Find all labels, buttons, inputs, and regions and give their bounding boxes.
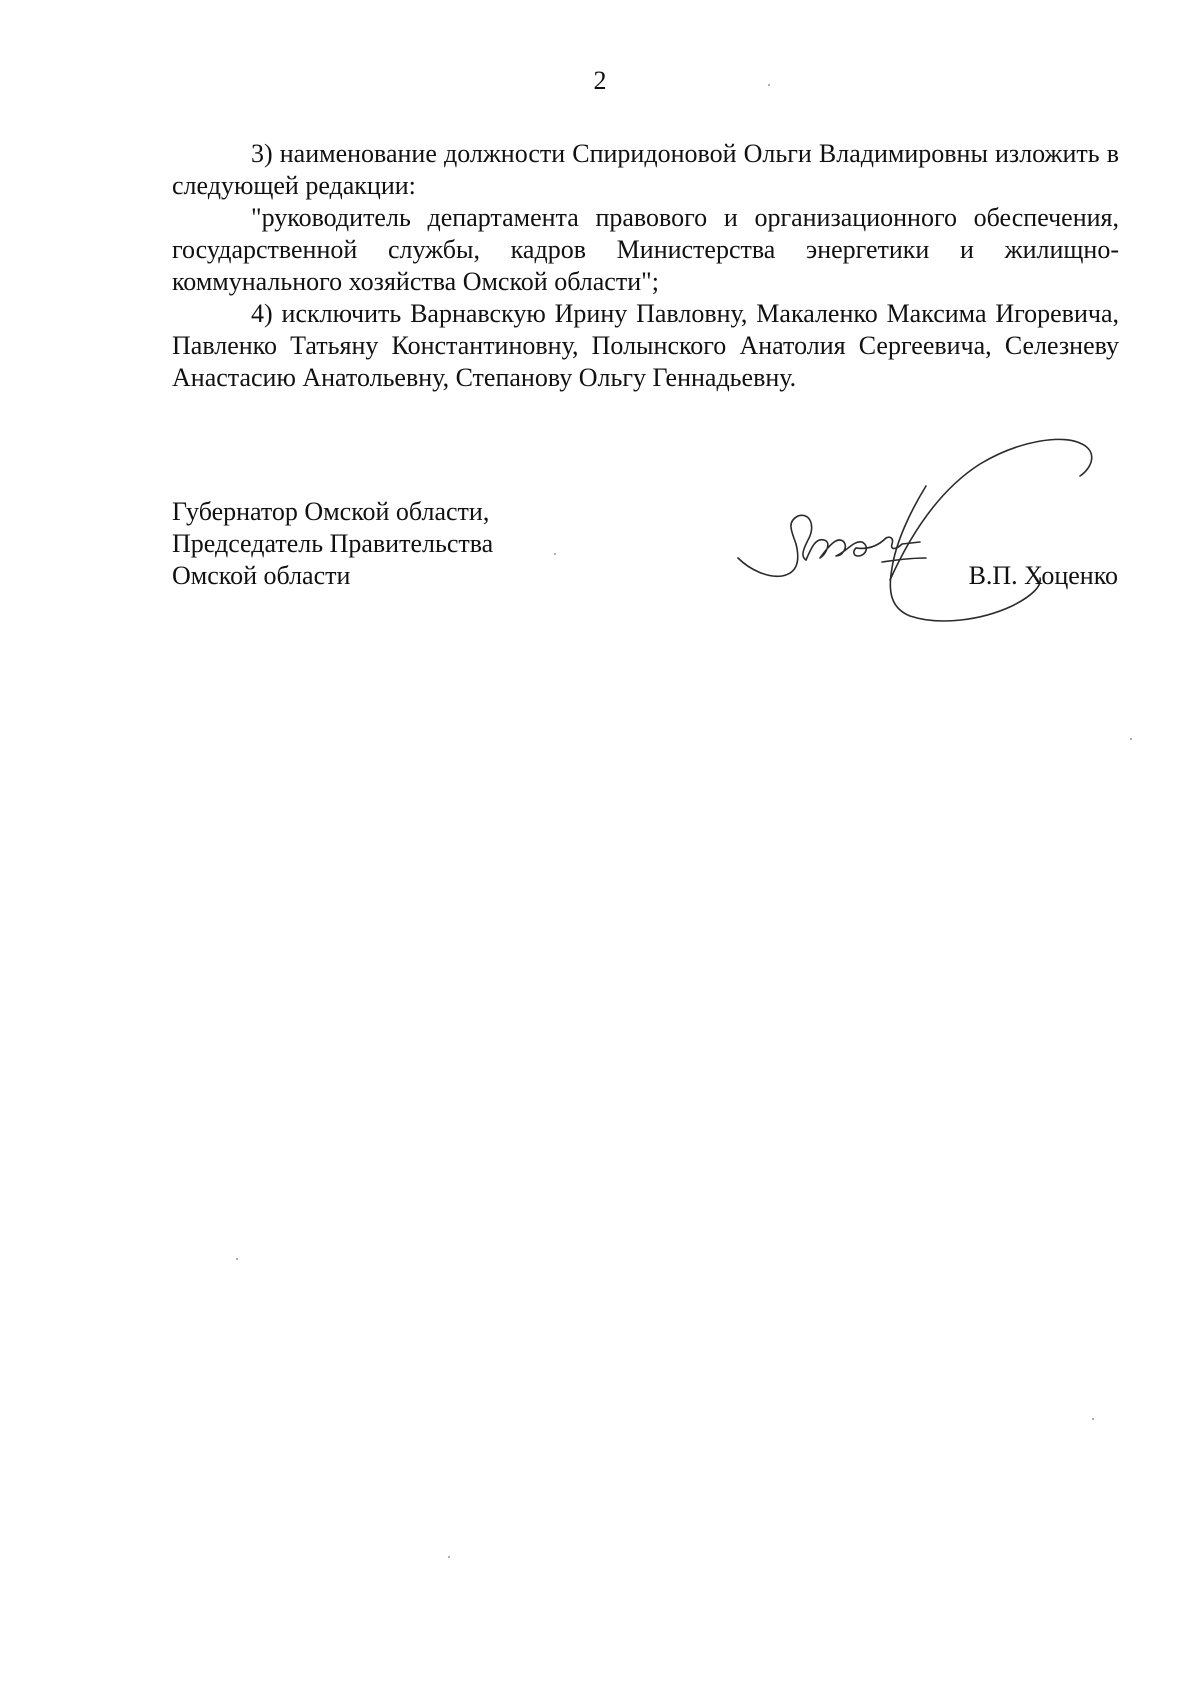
signer-position-line: Омской области bbox=[172, 561, 351, 590]
signer-position-line: Губернатор Омской области, bbox=[172, 497, 490, 526]
signer-position bbox=[172, 496, 493, 592]
signer-position-line: Председатель Правительства bbox=[172, 529, 494, 558]
document-body bbox=[172, 138, 1119, 394]
paragraph-item-3: 3) наименование должности Спиридоновой Ольги Владимировны изложить в следующей редакции: bbox=[172, 139, 1119, 200]
scan-speck bbox=[768, 84, 770, 86]
scan-speck bbox=[1092, 1418, 1094, 1420]
handwritten-signature bbox=[720, 440, 1120, 660]
scan-speck bbox=[448, 1556, 450, 1558]
page-number: 2 bbox=[593, 66, 607, 95]
paragraph-item-4: 4) исключить Варнавскую Ирину Павловну, Макаленко Максима Игоревича, Павленко Татьяну Константиновну, Полынского Анатолия Сергеевича, Селезневу Анастасию Анатольевну, Степанову Ольгу Геннадьевну. bbox=[172, 299, 1119, 392]
scan-speck bbox=[236, 1258, 238, 1260]
paragraph-quoted-title: "руководитель департамента правового и организационного обеспечения, государственной службы, кадров Министерства энергетики и жилищно-коммунального хозяйства Омской области"; bbox=[172, 203, 1119, 296]
scan-speck bbox=[554, 553, 556, 555]
signer-name: В.П. Хоценко bbox=[968, 561, 1118, 590]
scan-speck bbox=[1130, 738, 1132, 740]
